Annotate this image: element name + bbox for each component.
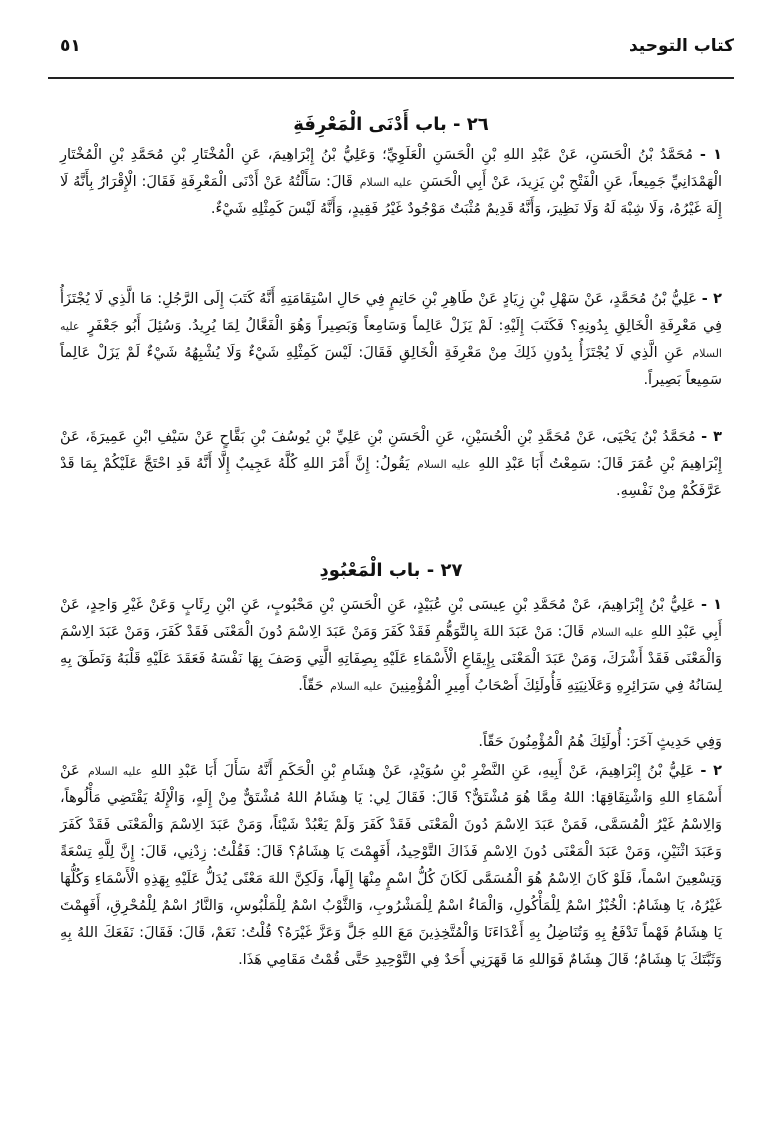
hadith-text: عَلِيُّ بْنُ إِبْرَاهِيمَ، عَنْ أَبِيهِ، عَنِ النَّضْرِ بْنِ سُوَيْدٍ، عَنْ هِشَامِ بْنِ الْحَكَمِ أَنَّهُ سَأَلَ أَبَا عَبْدِ اللهِ [150, 763, 695, 779]
hadith-text: يَقُولُ: إِنَّ أَمْرَ اللهِ كُلَّهُ عَجِيبٌ إِلَّا أَنَّهُ قَدِ احْتَجَّ عَلَيْكُمْ بِمَا قَدْ عَرَّفَكُمْ مِنْ نَفْسِهِ. [60, 456, 722, 499]
hadith-number: ١ - [699, 147, 722, 163]
salawat-glyph: عليه السلام [60, 320, 722, 360]
hadith-text: عَنْ أَسْمَاءِ اللهِ وَاشْتِقَاقِهَا: اللهُ مِمَّا هُوَ مُشْتَقٌّ؟ قَالَ: فَقَالَ لِي: يَا هِشَامُ اللهُ مُشْتَقٌّ مِنْ إِلَهٍ، وَالْإِلَهُ يَقْتَضِي مَأْلُوهاً، وَالِاسْمُ غَيْرُ الْمُسَمَّى، فَمَنْ عَبَدَ الِاسْمَ دُونَ الْمَعْنَى فَقَدْ كَفَرَ وَلَمْ يَعْبُدْ شَيْئاً، وَمَنْ عَبَدَ الِاسْمَ وَالْمَعْنَى فَقَدْ كَفَرَ وَعَبَدَ اثْنَيْنِ، وَمَنْ عَبَدَ الْمَعْنَى دُونَ الِاسْمِ فَذَاكَ التَّوْحِيدُ، أَفَهِمْتَ يَا هِشَامُ؟ قَالَ: فَقُلْتُ: زِدْنِي، قَالَ: إِنَّ لِلَّهِ تِسْعَةً وَتِسْعِينَ اسْماً، فَلَوْ كَانَ الِاسْمُ هُوَ الْمُسَمَّى لَكَانَ كُلُّ اسْمٍ مِنْهَا إِلَهاً، وَلَكِنَّ اللهَ مَعْنًى يُدَلُّ عَلَيْهِ بِهَذِهِ الْأَسْمَاءِ وَكُلُّهَا غَيْرُهُ، يَا هِشَامُ: الْخُبْزُ اسْمٌ لِلْمَأْكُولِ، وَالْمَاءُ اسْمٌ لِلْمَشْرُوبِ، وَالثَّوْبُ اسْمٌ لِلْمَلْبُوسِ، وَالنَّارُ اسْمٌ لِلْمُحْرِقِ، أَفَهِمْتَ يَا هِشَامُ فَهْماً تَدْفَعُ بِهِ وَتُنَاضِلُ بِهِ أَعْدَاءَنَا وَالْمُتَّخِذِينَ مَعَ اللهِ جَلَّ وَعَزَّ غَيْرَهُ؟ قُلْتُ: نَعَمْ، قَالَ: فَقَالَ: نَفَعَكَ اللهُ بِهِ وَثَبَّتَكَ يَا هِشَامُ؛ قَالَ هِشَامٌ فَوَاللهِ مَا قَهَرَنِي أَحَدٌ فِي التَّوْحِيدِ حَتَّى قُمْتُ مَقَامِي هَذَا. [60, 763, 722, 968]
header-rule [48, 77, 734, 79]
hadith-number: ٢ - [700, 763, 723, 779]
running-head [48, 36, 734, 66]
hadith-text: مُحَمَّدُ بْنُ الْحَسَنِ، عَنْ عَبْدِ اللهِ بْنِ الْحَسَنِ الْعَلَوِيِّ؛ وَعَلِيُّ بْنُ إِبْرَاهِيمَ، عَنِ الْمُخْتَارِ بْنِ مُحَمَّدِ بْنِ الْمُخْتَارِ الْهَمْدَانِيِّ جَمِيعاً، عَنِ الْفَتْحِ بْنِ يَزِيدَ، عَنْ أَبِي الْحَسَنِ [60, 147, 722, 190]
hadith-text: مُحَمَّدُ بْنُ يَحْيَى، عَنْ مُحَمَّدِ بْنِ الْحُسَيْنِ، عَنِ الْحَسَنِ بْنِ عَلِيِّ بْنِ يُوسُفَ بْنِ بَقَّاحٍ عَنْ سَيْفِ ابْنِ عَمِيرَةَ، عَنْ إِبْرَاهِيمَ بْنِ عُمَرَ قَالَ: سَمِعْتُ أَبَا عَبْدِ اللهِ [60, 429, 722, 472]
hadith-text: وَفِي حَدِيثٍ آخَرَ: أُولَئِكَ هُمُ الْمُؤْمِنُونَ حَقّاً. [478, 734, 722, 750]
hadith-text: عَنِ الَّذِي لَا يُجْتَزَأُ بِدُونِ ذَلِكَ مِنْ مَعْرِفَةِ الْخَالِقِ فَقَالَ: لَيْسَ كَمِثْلِهِ شَيْءٌ وَلَا يُشْبِهُهُ شَيْءٌ لَمْ يَزَلْ عَالِماً سَمِيعاً بَصِيراً. [60, 345, 722, 388]
chapter-title-26: ٢٦ - باب أَدْنَى الْمَعْرِفَةِ [293, 114, 489, 135]
salawat-glyph: عليه السلام [591, 626, 644, 639]
hadith-text: عَلِيُّ بْنُ مُحَمَّدٍ، عَنْ سَهْلِ بْنِ زِيَادٍ عَنْ طَاهِرِ بْنِ حَاتِمٍ فِي حَالِ اسْتِقَامَتِهِ أَنَّهُ كَتَبَ إِلَى الرَّجُلِ: مَا الَّذِي لَا يُجْتَزَأُ فِي مَعْرِفَةِ الْخَالِقِ بِدُونِهِ؟ فَكَتَبَ إِلَيْهِ: لَمْ يَزَلْ عَالِماً وَسَامِعاً وَبَصِيراً وَهُوَ الْفَعَّالُ لِمَا يُرِيدُ. وَسُئِلَ أَبُو جَعْفَرٍ [60, 291, 723, 334]
hadith-number: ٣ - [701, 429, 722, 445]
hadith-number: ١ - [701, 597, 722, 613]
salawat-glyph: عليه السلام [330, 680, 383, 693]
hadith-text: عَلِيُّ بْنُ إِبْرَاهِيمَ، عَنْ مُحَمَّدِ بْنِ عِيسَى بْنِ عُبَيْدٍ، عَنِ الْحَسَنِ بْنِ مَحْبُوبٍ، عَنِ ابْنِ رِئَابٍ وَعَنْ غَيْرِ وَاحِدٍ، عَنْ أَبِي عَبْدِ اللهِ [60, 597, 723, 640]
salawat-glyph: عليه السلام [359, 176, 413, 189]
salawat-glyph: عليه السلام [87, 765, 143, 778]
hadith-text: حَقّاً. [298, 678, 324, 694]
hadith-27-1 [60, 592, 722, 700]
hadith-26-3 [60, 424, 722, 505]
salawat-glyph: عليه السلام [417, 458, 471, 471]
hadith-number: ٢ - [701, 291, 722, 307]
hadith-text: قَالَ: مَنْ عَبَدَ اللهَ بِالتَّوَهُّمِ فَقَدْ كَفَرَ وَمَنْ عَبَدَ الِاسْمَ دُونَ الْمَعْنَى فَقَدْ كَفَرَ، وَمَنْ عَبَدَ الِاسْمَ وَالْمَعْنَى فَقَدْ أَشْرَكَ، وَمَنْ عَبَدَ الْمَعْنَى بِإِيقَاعِ الْأَسْمَاءِ عَلَيْهِ بِصِفَاتِهِ الَّتِي وَصَفَ بِهَا نَفْسَهُ فَعَقَدَ عَلَيْهِ قَلْبَهُ وَنَطَقَ بِهِ لِسَانُهُ فِي سَرَائِرِهِ وَعَلَانِيَتِهِ فَأُولَئِكَ أَصْحَابُ أَمِيرِ الْمُؤْمِنِينَ [60, 624, 722, 694]
hadith-27-variant [60, 729, 722, 756]
book-title: كتاب التوحيد [628, 36, 734, 56]
hadith-text: قَالَ: سَأَلْتُهُ عَنْ أَدْنَى الْمَعْرِفَةِ فَقَالَ: الْإِقْرَارُ بِأَنَّهُ لَا إِلَهَ غَيْرُهُ، وَلَا شِبْهَ لَهُ وَلَا نَظِيرَ، وَأَنَّهُ قَدِيمٌ مُثْبَتٌ مَوْجُودٌ غَيْرُ فَقِيدٍ، وَأَنَّهُ لَيْسَ كَمِثْلِهِ شَيْءٌ. [60, 174, 722, 217]
hadith-26-1 [60, 142, 722, 223]
chapter-title-27: ٢٧ - باب الْمَعْبُودِ [319, 560, 463, 581]
hadith-27-2 [60, 758, 722, 974]
hadith-26-2 [60, 286, 722, 394]
page-number: ٥١ [60, 36, 81, 56]
